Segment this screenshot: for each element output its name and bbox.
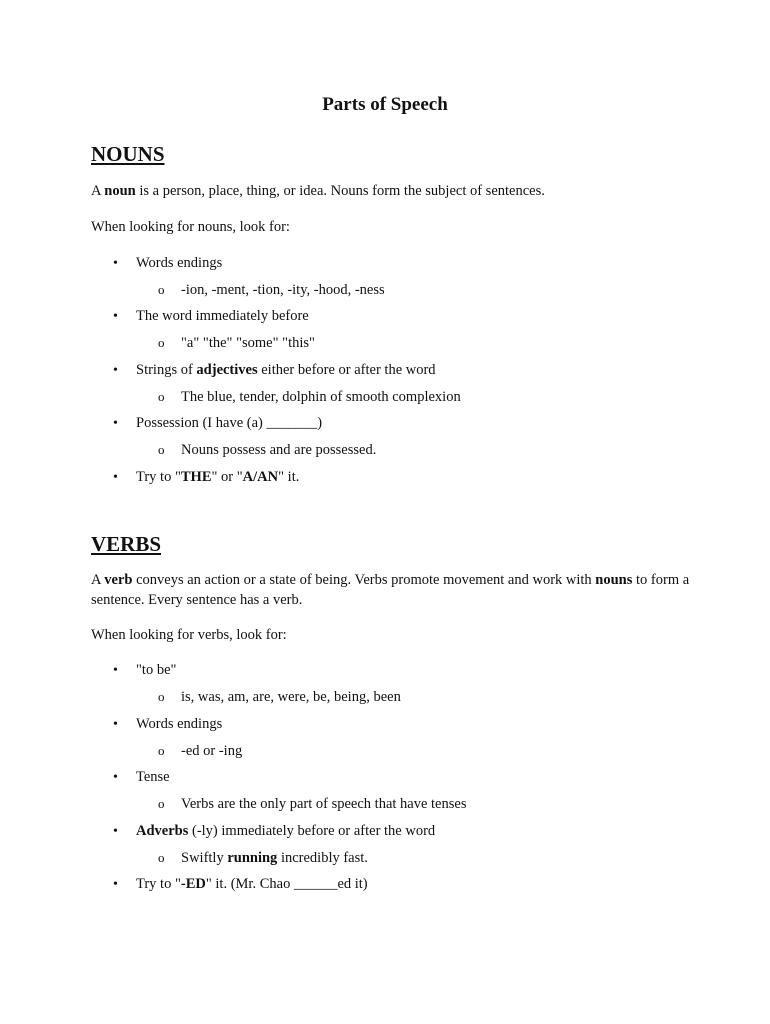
list-item-text — [136, 822, 435, 841]
sub-list-item-text: The blue, tender, dolphin of smooth complexion — [181, 389, 461, 405]
text-span: Swiftly — [181, 850, 228, 866]
sub-list-item-text: -ed or -ing — [181, 743, 243, 759]
bold-term: -ED — [180, 876, 206, 892]
sub-bullet-marker: o — [158, 850, 165, 865]
sub-list-item-text: Nouns possess and are possessed. — [181, 442, 377, 458]
bold-term: running — [227, 850, 278, 866]
bullet-marker: • — [113, 877, 118, 892]
sub-list-item-text: Verbs are the only part of speech that have tenses — [181, 796, 467, 812]
bullet-marker: • — [113, 663, 118, 678]
list-item-text — [136, 361, 436, 380]
sub-bullet-marker: o — [158, 743, 165, 758]
page-title: Parts of Speech — [322, 94, 448, 115]
bold-term: A/AN — [242, 469, 279, 485]
bullet-marker: • — [113, 363, 118, 378]
text-span: either before or after the word — [257, 362, 436, 378]
verbs-heading: VERBS — [91, 532, 162, 556]
list-item-text: Tense — [136, 769, 170, 785]
sub-bullet-marker: o — [158, 282, 165, 297]
list-item-text — [136, 875, 368, 894]
list-item-text: The word immediately before — [136, 308, 309, 324]
bullet-marker: • — [113, 770, 118, 785]
term-noun: noun — [104, 183, 136, 199]
text-span: Try to " — [136, 469, 181, 485]
nouns-definition — [91, 182, 691, 202]
nouns-lookfor: When looking for nouns, look for: — [91, 219, 290, 235]
bold-term: THE — [180, 469, 212, 485]
list-item-text: Possession (I have (a) _______) — [136, 415, 323, 431]
list-item-text: Words endings — [136, 255, 223, 271]
text-span: A — [91, 572, 105, 588]
sub-bullet-marker: o — [158, 335, 165, 350]
sub-list-item-text: "a" "the" "some" "this" — [181, 335, 315, 351]
nouns-heading: NOUNS — [91, 142, 165, 166]
text-span: conveys an action or a state of being. Verbs promote movement and work with — [132, 572, 596, 588]
sub-bullet-marker: o — [158, 689, 165, 704]
text-span: Try to " — [136, 876, 181, 892]
text-span: is a person, place, thing, or idea. Nouns form the subject of sentences. — [135, 183, 545, 199]
term-nouns: nouns — [595, 572, 633, 588]
text-span: to form a sentence. Every sentence has a verb. — [91, 572, 690, 608]
sub-list-item-text: -ion, -ment, -tion, -ity, -hood, -ness — [181, 282, 385, 298]
text-span: incredibly fast. — [277, 850, 368, 866]
term-verb: verb — [104, 572, 133, 588]
list-item-text — [136, 468, 299, 487]
sub-bullet-marker: o — [158, 796, 165, 811]
bullet-marker: • — [113, 470, 118, 485]
text-span: Strings of — [136, 362, 197, 378]
text-span: " it. (Mr. Chao ______ed it) — [205, 876, 368, 892]
text-span: " or " — [211, 469, 243, 485]
sub-bullet-marker: o — [158, 389, 165, 404]
bullet-marker: • — [113, 256, 118, 271]
sub-list-item-text — [181, 849, 368, 868]
text-span: (-ly) immediately before or after the word — [188, 823, 436, 839]
bullet-marker: • — [113, 717, 118, 732]
bullet-marker: • — [113, 416, 118, 431]
bullet-marker: • — [113, 824, 118, 839]
list-item-text: Words endings — [136, 716, 223, 732]
text-span: " it. — [278, 469, 300, 485]
list-item-text: "to be" — [136, 662, 177, 678]
bold-term: Adverbs — [136, 823, 189, 839]
sub-bullet-marker: o — [158, 442, 165, 457]
verbs-lookfor: When looking for verbs, look for: — [91, 627, 287, 643]
text-span: A — [91, 183, 105, 199]
bullet-marker: • — [113, 309, 118, 324]
sub-list-item-text: is, was, am, are, were, be, being, been — [181, 689, 401, 705]
verbs-definition — [91, 571, 691, 610]
bold-term: adjectives — [196, 362, 258, 378]
